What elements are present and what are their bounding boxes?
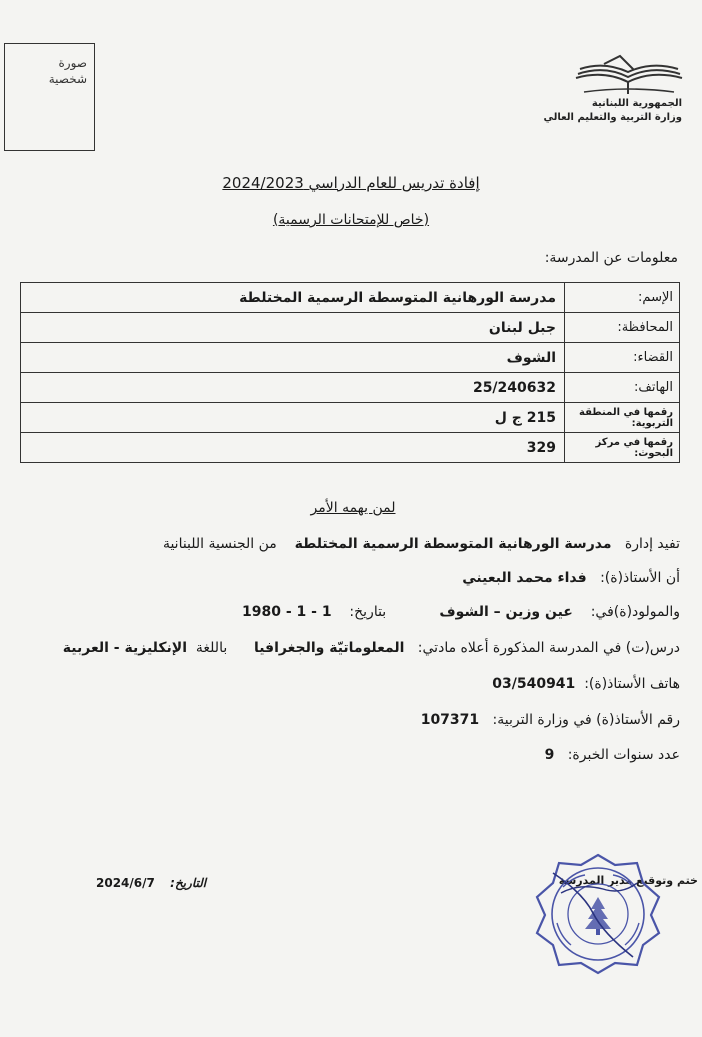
body-line-birth-date: بتاريخ: 1 - 1 - 1980	[242, 604, 387, 620]
phone-value: 25/240632	[21, 373, 565, 403]
district-value: الشوف	[21, 343, 565, 373]
body-line-school: تفيد إدارة مدرسة الورهانية المتوسطة الرسمية المختلطة من الجنسية اللبنانية	[162, 536, 680, 552]
birth-date: 1 - 1 - 1980	[242, 604, 332, 620]
table-row	[21, 343, 680, 373]
table-row	[21, 433, 680, 463]
birth-place: عين وزين – الشوف	[439, 604, 573, 620]
governorate-value: جبل لبنان	[21, 313, 565, 343]
to-whom-heading: لمن يهمه الأمر	[310, 500, 396, 516]
stamp-signature-label: ختم وتوقيع مدير المدرسة	[558, 874, 698, 887]
table-row	[21, 283, 680, 313]
ministry-name: وزارة التربية والتعليم العالي	[543, 112, 682, 123]
footer-date: 2024/6/7	[96, 876, 155, 890]
ministry-number: 107371	[420, 712, 480, 728]
region-number-value: 215 ج ل	[21, 403, 565, 433]
subjects: المعلوماتيّة والجغرافيا	[253, 640, 405, 656]
row-label-research-number: رقمها في مركز البحوث:	[565, 433, 680, 463]
school-info-table	[20, 282, 680, 463]
body-line-teacher-phone: هاتف الأستاذ(ة): 03/540941	[492, 676, 680, 692]
footer-date-line: التاريخ: 2024/6/7	[96, 876, 207, 890]
ministry-book-logo	[574, 52, 684, 98]
body-school-name: مدرسة الورهانية المتوسطة الرسمية المختلطة	[294, 536, 612, 552]
school-info-heading: معلومات عن المدرسة:	[544, 250, 678, 266]
body-line-subjects: درس(ت) في المدرسة المذكورة أعلاه مادتي: المعلوماتيّة والجغرافيا باللغة الإنكليزية - العربية	[62, 640, 680, 656]
row-label-governorate: المحافظة:	[565, 313, 680, 343]
languages: الإنكليزية - العربية	[62, 640, 187, 656]
photo-box-line1: صورة	[58, 56, 87, 70]
row-label-phone: الهاتف:	[565, 373, 680, 403]
official-stamp	[533, 853, 663, 975]
body-line-teacher: أن الأستاذ(ة): فداء محمد البعيني	[462, 570, 680, 586]
row-label-district: القضاء:	[565, 343, 680, 373]
personal-photo-box	[4, 43, 95, 151]
table-row	[21, 313, 680, 343]
body-line-experience: عدد سنوات الخبرة: 9	[544, 747, 680, 763]
research-number-value: 329	[21, 433, 565, 463]
teacher-name: فداء محمد البعيني	[462, 570, 587, 586]
photo-box-line2: شخصية	[48, 72, 87, 86]
body-line-birth: والمولود(ة)في: عين وزين – الشوف	[439, 604, 680, 620]
table-row	[21, 373, 680, 403]
body-line-ministry-number: رقم الأستاذ(ة) في وزارة التربية: 107371	[420, 712, 680, 728]
document-subtitle: (خاص للإمتحانات الرسمية)	[272, 212, 430, 228]
row-label-name: الإسم:	[565, 283, 680, 313]
teacher-phone: 03/540941	[492, 676, 576, 692]
experience-years: 9	[544, 747, 555, 763]
republic-name: الجمهورية اللبنانية	[591, 98, 682, 109]
row-label-region-number: رقمها في المنطقة التربوية:	[565, 403, 680, 433]
document-title: إفادة تدريس للعام الدراسي 2024/2023	[222, 174, 480, 192]
table-row	[21, 403, 680, 433]
school-name-value: مدرسة الورهانية المتوسطة الرسمية المختلطة	[21, 283, 565, 313]
